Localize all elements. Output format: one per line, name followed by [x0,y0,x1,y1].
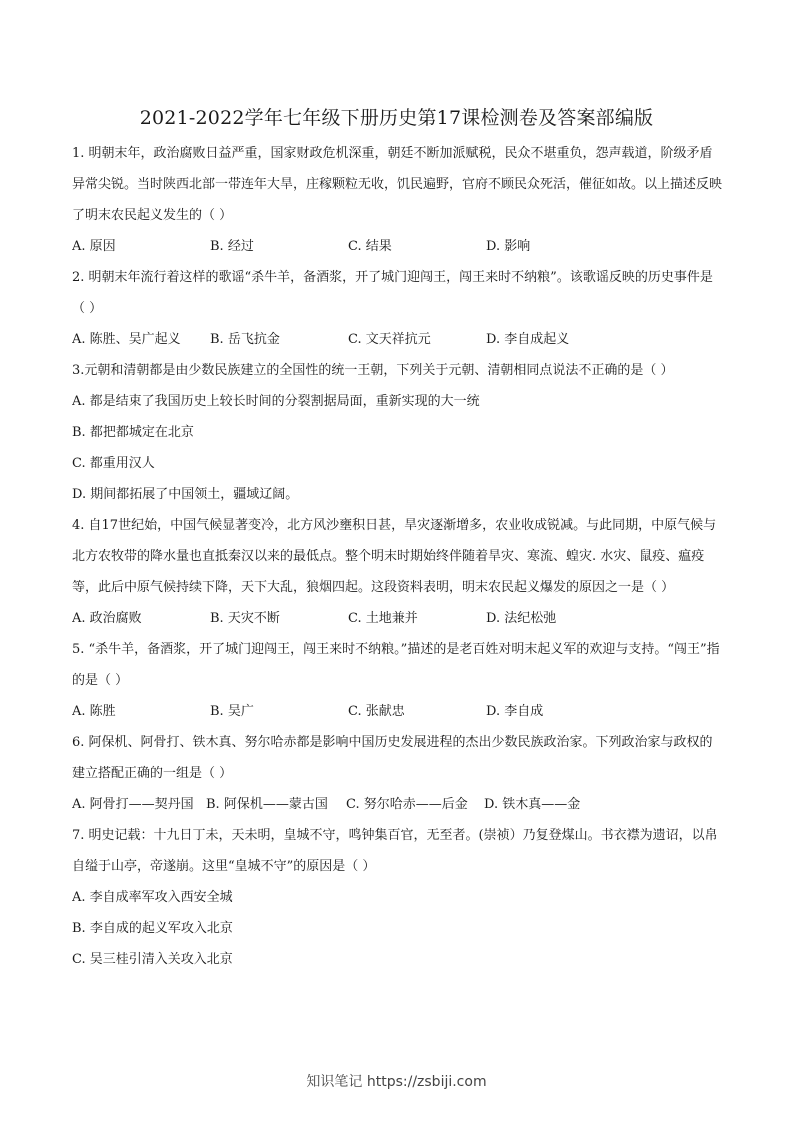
option-c: C. 土地兼并 [348,611,418,626]
question-list [72,144,724,981]
question-1-stem: 1. 明朝末年，政治腐败日益严重，国家财政危机深重，朝廷不断加派赋税，民众不堪重负，怨声载道，阶级矛盾异常尖锐。当时陕西北部一带连年大旱，庄稼颗粒无收，饥民遍野，官府不顾民众死活，催征如故。以上描述反映了明末农民起义发生的（ ） [72,146,723,223]
option-a: A. 陈胜 [72,704,116,719]
question-3-stem: 3.元朝和清朝都是由少数民族建立的全国性的统一王朝，下列关于元朝、清朝相同点说法不正确的是（ ） [72,363,674,378]
option-b: B. 岳飞抗金 [210,332,280,347]
question-2-stem: 2. 明朝末年流行着这样的歌谣“杀牛羊，备酒浆，开了城门迎闯王，闯王来时不纳粮”。该歌谣反映的历史事件是（ ） [72,270,713,316]
option-b: B. 都把都城定在北京 [72,425,194,440]
question-5-stem: 5. “杀牛羊，备酒浆，开了城门迎闯王，闯王来时不纳粮。”描述的是老百姓对明末起义军的欢迎与支持。“闯王”指的是（ ） [72,642,720,688]
option-a: A. 原因 [72,239,116,254]
option-c: C. 努尔哈赤——后金 [346,797,468,812]
option-b: B. 阿保机——蒙古国 [206,797,328,812]
option-a: A. 陈胜、吴广起义 [72,332,181,347]
option-d: D. 李自成 [486,704,544,719]
option-b: B. 李自成的起义军攻入北京 [72,921,233,936]
document-title: 2021-2022学年七年级下册历史第17课检测卷及答案部编版 [139,107,654,129]
question-4-stem: 4. 自17世纪始，中国气候显著变冷，北方风沙壅积日甚，旱灾逐渐增多，农业收成锐减。与此同期，中原气候与北方农牧带的降水量也直抵秦汉以来的最低点。整个明末时期始终伴随着旱灾、寒流、蝗灾. 水灾、鼠疫、瘟疫等，此后中原气候持续下降，天下大乱，狼烟四起。这段资料表明，明末农民起义爆发的原因之一是（ ） [72,518,717,595]
option-b: B. 天灾不断 [210,611,280,626]
option-c: C. 都重用汉人 [72,456,155,471]
option-d: D. 法纪松弛 [486,611,557,626]
question-6-stem: 6. 阿保机、阿骨打、铁木真、努尔哈赤都是影响中国历史发展进程的杰出少数民族政治家。下列政治家与政权的建立搭配正确的一组是（ ） [72,735,713,781]
option-b: B. 吴广 [210,704,254,719]
option-d: D. 期间都拓展了中国领土，疆域辽阔。 [72,487,299,502]
option-a: A. 李自成率军攻入西安全城 [72,890,233,905]
option-a: A. 政治腐败 [72,611,142,626]
option-d: D. 李自成起义 [486,332,570,347]
option-c: C. 张献忠 [348,704,405,719]
option-c: C. 结果 [348,239,392,254]
option-a: A. 阿骨打——契丹国 [72,797,194,812]
footer-watermark: 知识笔记 https://zsbiji.com [306,1074,487,1090]
option-c: C. 吴三桂引清入关攻入北京 [72,952,233,967]
option-a: A. 都是结束了我国历史上较长时间的分裂割据局面，重新实现的大一统 [72,394,480,409]
question-7-stem: 7. 明史记载：十九日丁未，天未明，皇城不守，鸣钟集百官，无至者。(崇祯）乃复登煤山。书衣襟为遗诏，以帛自缢于山亭，帝遂崩。这里“皇城不守”的原因是（ ） [72,828,718,874]
option-c: C. 文天祥抗元 [348,332,431,347]
option-d: D. 铁木真——金 [484,797,581,812]
option-b: B. 经过 [210,239,254,254]
option-d: D. 影响 [486,239,531,254]
